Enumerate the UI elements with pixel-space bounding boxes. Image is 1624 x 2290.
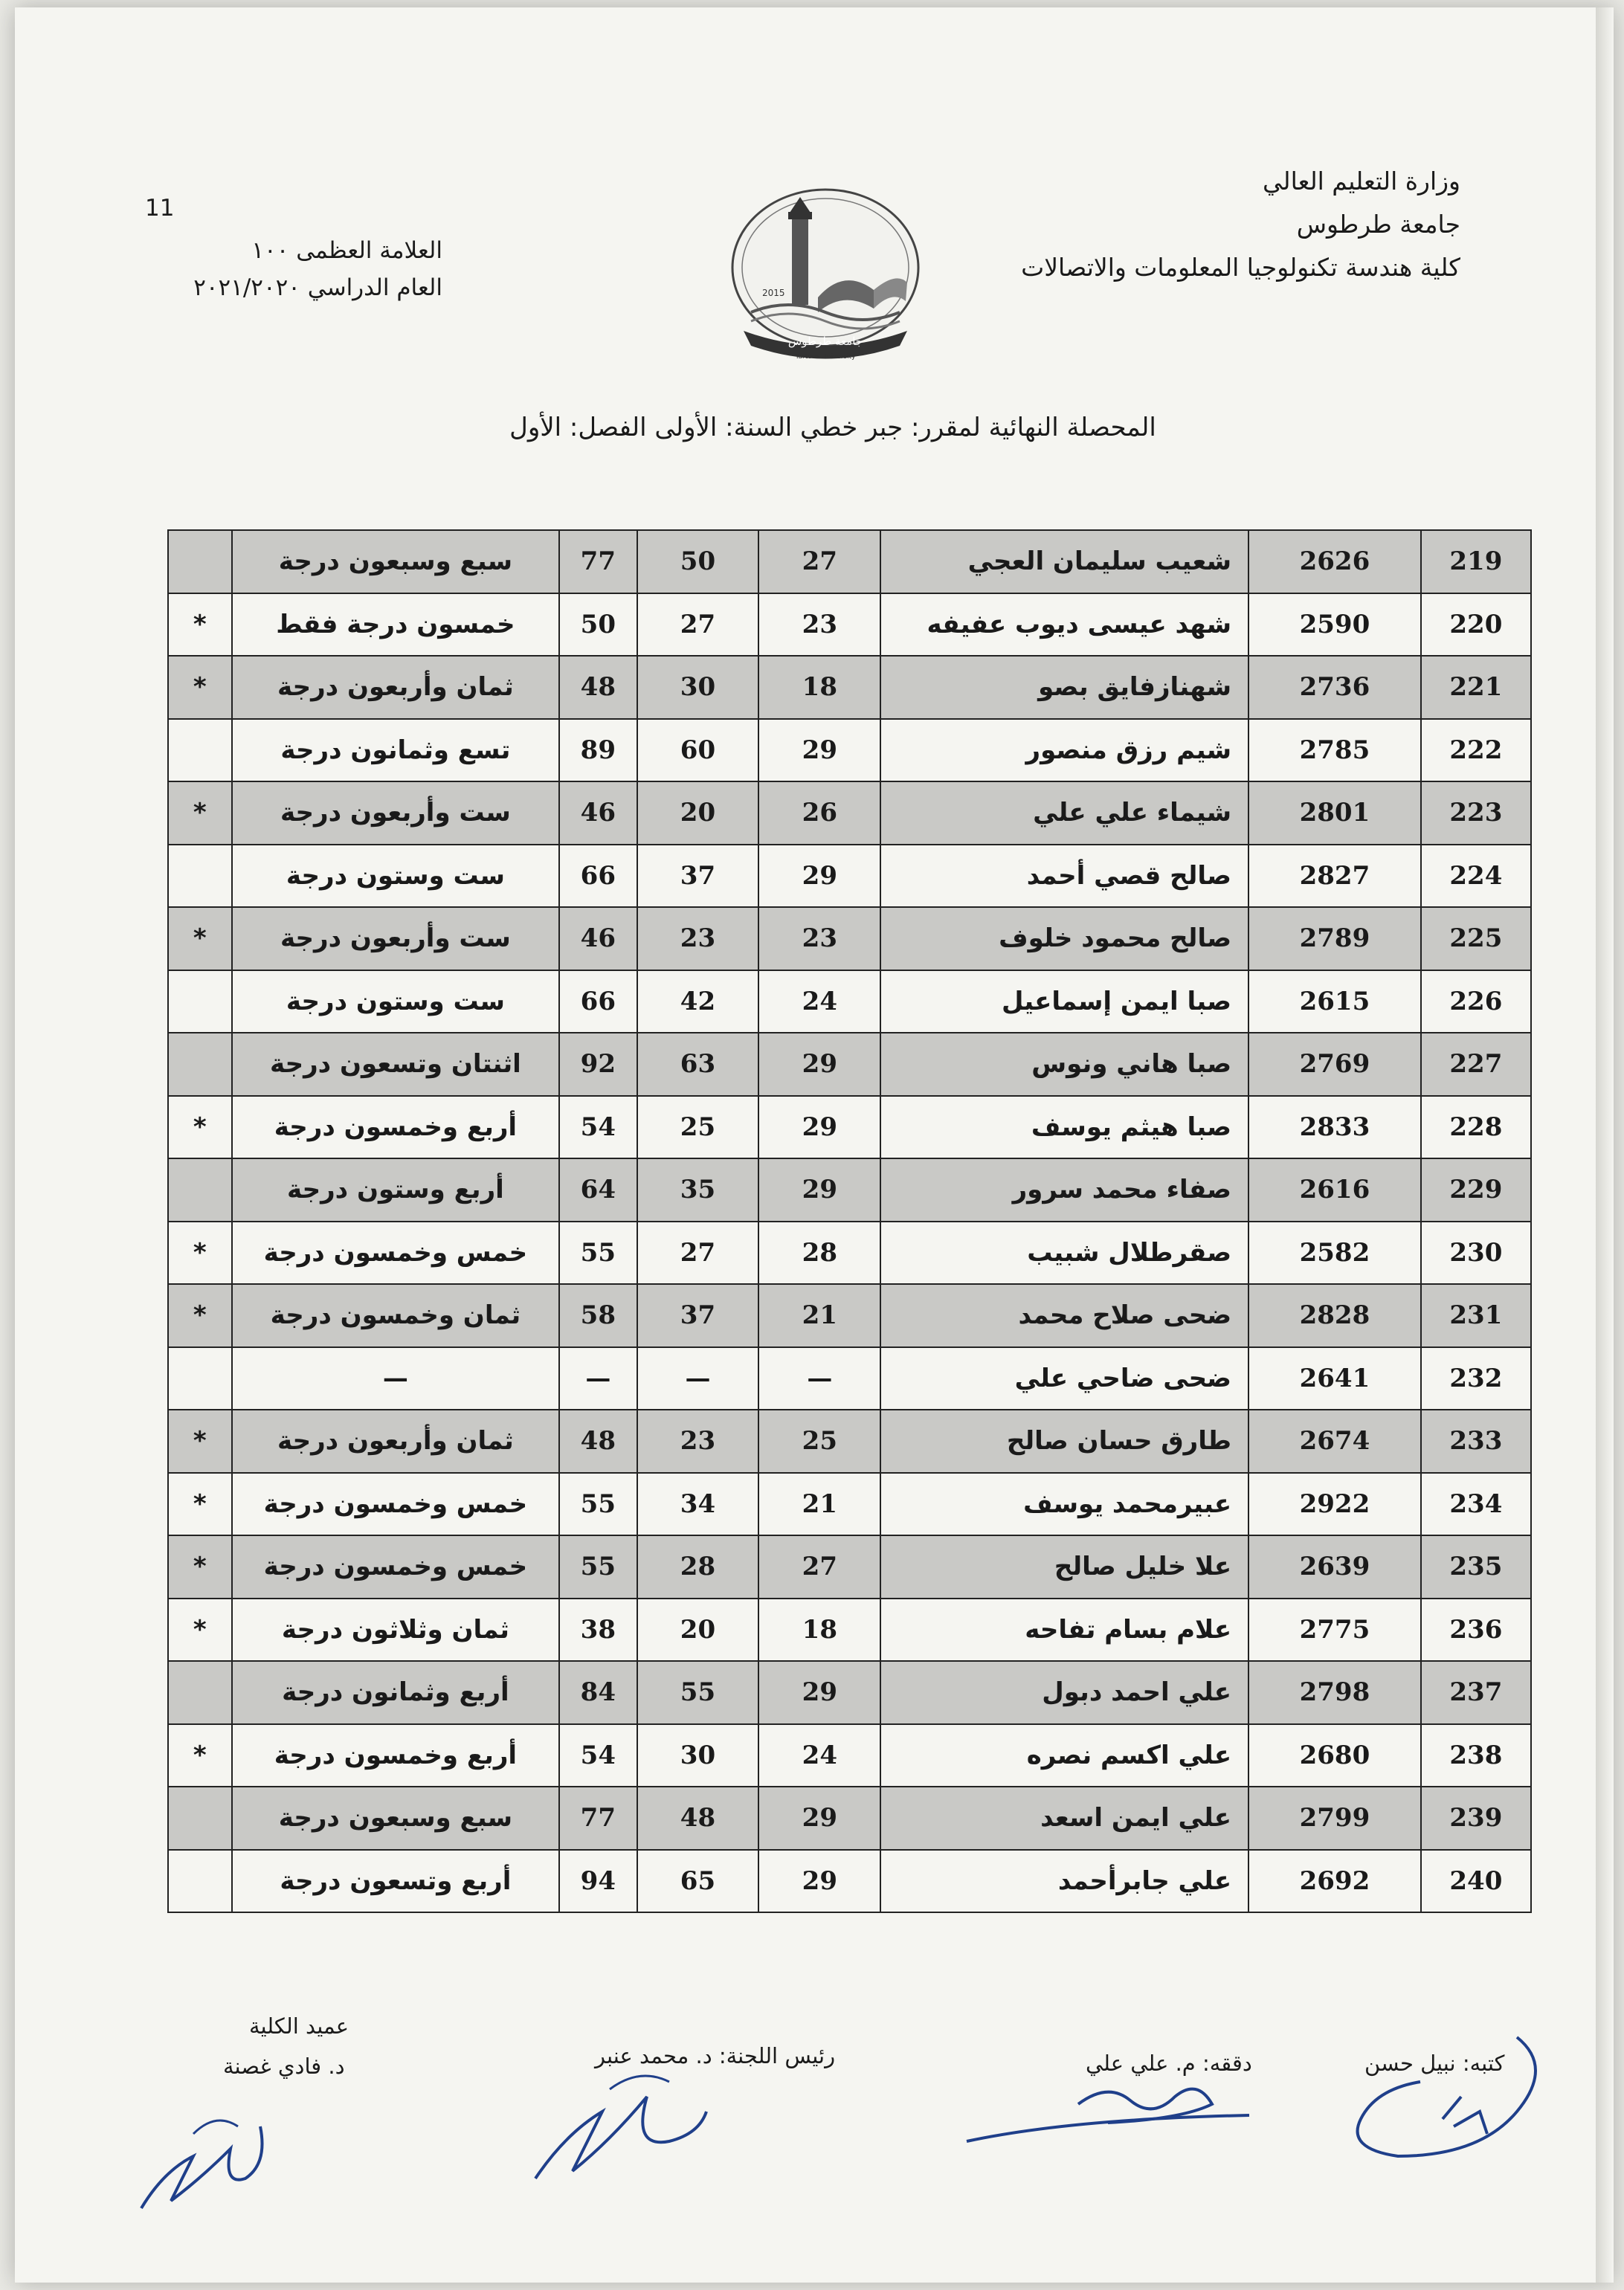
student-name: علي احمد دبول — [880, 1661, 1248, 1724]
exam-mark: 50 — [637, 530, 759, 593]
exam-mark: — — [637, 1347, 759, 1410]
status-mark — [168, 1787, 232, 1850]
row-number: 223 — [1421, 781, 1531, 845]
grades-table-body — [168, 530, 1531, 1912]
status-mark: * — [168, 1473, 232, 1536]
student-id: 2615 — [1248, 970, 1421, 1033]
student-name: شهنازفايق بصو — [880, 656, 1248, 719]
total-mark: 77 — [559, 1787, 637, 1850]
student-id: 2736 — [1248, 656, 1421, 719]
total-in-words: ثمان وأربعون درجة — [232, 656, 560, 719]
total-in-words: ست وستون درجة — [232, 970, 560, 1033]
status-mark: * — [168, 907, 232, 970]
status-mark — [168, 1850, 232, 1913]
exam-mark: 34 — [637, 1473, 759, 1536]
total-mark: 89 — [559, 719, 637, 782]
total-mark: 55 — [559, 1535, 637, 1599]
row-number: 222 — [1421, 719, 1531, 782]
status-mark — [168, 845, 232, 908]
total-in-words: سبع وسبعون درجة — [232, 530, 560, 593]
exam-mark: 20 — [637, 1599, 759, 1662]
exam-mark: 25 — [637, 1096, 759, 1159]
status-mark — [168, 1158, 232, 1222]
total-mark: 58 — [559, 1284, 637, 1347]
coursework-mark: 29 — [758, 719, 880, 782]
coursework-mark: 29 — [758, 845, 880, 908]
student-name: علام بسام تفاحه — [880, 1599, 1248, 1662]
status-mark: * — [168, 1410, 232, 1473]
university-name: جامعة طرطوس — [1296, 210, 1460, 239]
exam-mark: 27 — [637, 1222, 759, 1285]
student-id: 2769 — [1248, 1033, 1421, 1096]
row-number: 226 — [1421, 970, 1531, 1033]
status-mark: * — [168, 1284, 232, 1347]
writer-signature-label: كتبه: نبيل حسن — [1364, 2051, 1505, 2076]
status-mark — [168, 1033, 232, 1096]
total-in-words: ست وأربعون درجة — [232, 781, 560, 845]
student-name: علي اكسم نصره — [880, 1724, 1248, 1787]
dean-name: د. فادي غصنة — [223, 2054, 345, 2079]
total-in-words: أربع وستون درجة — [232, 1158, 560, 1222]
table-row — [168, 1787, 1531, 1850]
exam-mark: 30 — [637, 1724, 759, 1787]
status-mark: * — [168, 1096, 232, 1159]
coursework-mark: 27 — [758, 530, 880, 593]
table-row — [168, 719, 1531, 782]
exam-mark: 37 — [637, 845, 759, 908]
total-in-words: أربع وتسعون درجة — [232, 1850, 560, 1913]
student-name: صبا هاني ونوس — [880, 1033, 1248, 1096]
exam-mark: 48 — [637, 1787, 759, 1850]
row-number: 229 — [1421, 1158, 1531, 1222]
table-row — [168, 1222, 1531, 1285]
total-mark: 66 — [559, 970, 637, 1033]
total-mark: 54 — [559, 1096, 637, 1159]
status-mark — [168, 1661, 232, 1724]
student-name: شيم رزق منصور — [880, 719, 1248, 782]
logo-year: 2015 — [762, 288, 785, 298]
row-number: 221 — [1421, 656, 1531, 719]
coursework-mark: 25 — [758, 1410, 880, 1473]
student-name: شهد عيسى ديوب عفيفه — [880, 593, 1248, 657]
coursework-mark: 21 — [758, 1473, 880, 1536]
table-row — [168, 1850, 1531, 1913]
student-name: شعيب سليمان العجي — [880, 530, 1248, 593]
institution-header — [1021, 160, 1460, 289]
committee-head-signature — [521, 2067, 714, 2201]
exam-mark: 20 — [637, 781, 759, 845]
student-name: طارق حسان صالح — [880, 1410, 1248, 1473]
coursework-mark: 18 — [758, 1599, 880, 1662]
total-in-words: أربع وخمسون درجة — [232, 1724, 560, 1787]
exam-mark: 23 — [637, 907, 759, 970]
student-id: 2641 — [1248, 1347, 1421, 1410]
row-number: 235 — [1421, 1535, 1531, 1599]
total-in-words: تسع وثمانون درجة — [232, 719, 560, 782]
exam-mark: 55 — [637, 1661, 759, 1724]
total-in-words: سبع وسبعون درجة — [232, 1787, 560, 1850]
table-row — [168, 1410, 1531, 1473]
row-number: 233 — [1421, 1410, 1531, 1473]
student-id: 2639 — [1248, 1535, 1421, 1599]
exam-mark: 60 — [637, 719, 759, 782]
student-name: ضحى صلاح محمد — [880, 1284, 1248, 1347]
writer-signature — [1331, 2022, 1554, 2171]
exam-mark: 23 — [637, 1410, 759, 1473]
coursework-mark: 29 — [758, 1158, 880, 1222]
total-in-words: خمس وخمسون درجة — [232, 1473, 560, 1536]
total-mark: 48 — [559, 1410, 637, 1473]
row-number: 239 — [1421, 1787, 1531, 1850]
table-row — [168, 656, 1531, 719]
logo-subcaption: Tartous University — [795, 353, 856, 361]
student-name: صبا ايمن إسماعيل — [880, 970, 1248, 1033]
grades-table — [167, 529, 1532, 1913]
total-in-words: ست وستون درجة — [232, 845, 560, 908]
student-id: 2801 — [1248, 781, 1421, 845]
row-number: 219 — [1421, 530, 1531, 593]
row-number: 237 — [1421, 1661, 1531, 1724]
row-number: 231 — [1421, 1284, 1531, 1347]
coursework-mark: 21 — [758, 1284, 880, 1347]
student-id: 2590 — [1248, 593, 1421, 657]
logo-caption: جامعة طرطوس — [787, 335, 863, 348]
row-number: 227 — [1421, 1033, 1531, 1096]
student-name: شيماء علي علي — [880, 781, 1248, 845]
total-in-words: اثنتان وتسعون درجة — [232, 1033, 560, 1096]
table-row — [168, 1347, 1531, 1410]
committee-head-signature-label: رئيس اللجنة: د. محمد عنبر — [595, 2043, 836, 2068]
total-mark: 46 — [559, 907, 637, 970]
row-number: 236 — [1421, 1599, 1531, 1662]
total-mark: 64 — [559, 1158, 637, 1222]
student-id: 2798 — [1248, 1661, 1421, 1724]
coursework-mark: 29 — [758, 1096, 880, 1159]
coursework-mark: 24 — [758, 970, 880, 1033]
checker-signature-label: دققه: م. علي علي — [1086, 2051, 1252, 2076]
status-mark — [168, 719, 232, 782]
status-mark: * — [168, 1599, 232, 1662]
status-mark: * — [168, 593, 232, 657]
coursework-mark: 29 — [758, 1661, 880, 1724]
total-in-words: ست وأربعون درجة — [232, 907, 560, 970]
exam-mark: 37 — [637, 1284, 759, 1347]
exam-mark: 65 — [637, 1850, 759, 1913]
row-number: 234 — [1421, 1473, 1531, 1536]
coursework-mark: 28 — [758, 1222, 880, 1285]
page-fold-shadow — [1596, 7, 1614, 2283]
student-id: 2692 — [1248, 1850, 1421, 1913]
document-title: المحصلة النهائية لمقرر: جبر خطي السنة: الأولى الفصل: الأول — [509, 413, 1156, 442]
student-id: 2674 — [1248, 1410, 1421, 1473]
dean-title: عميد الكلية — [249, 2013, 349, 2039]
university-logo — [721, 186, 929, 372]
student-id: 2785 — [1248, 719, 1421, 782]
student-name: صبا هيثم يوسف — [880, 1096, 1248, 1159]
student-id: 2616 — [1248, 1158, 1421, 1222]
total-mark: 48 — [559, 656, 637, 719]
student-name: علي ايمن اسعد — [880, 1787, 1248, 1850]
coursework-mark: 24 — [758, 1724, 880, 1787]
total-mark: 94 — [559, 1850, 637, 1913]
coursework-mark: — — [758, 1347, 880, 1410]
table-row — [168, 907, 1531, 970]
total-in-words: خمس وخمسون درجة — [232, 1222, 560, 1285]
exam-mark: 28 — [637, 1535, 759, 1599]
coursework-mark: 29 — [758, 1850, 880, 1913]
total-in-words: أربع وخمسون درجة — [232, 1096, 560, 1159]
table-row — [168, 530, 1531, 593]
status-mark — [168, 530, 232, 593]
total-in-words: ثمان وثلاثون درجة — [232, 1599, 560, 1662]
student-name: ضحى ضاحي علي — [880, 1347, 1248, 1410]
table-row — [168, 593, 1531, 657]
student-id: 2582 — [1248, 1222, 1421, 1285]
student-name: صقرطلال شبيب — [880, 1222, 1248, 1285]
student-name: علي جابرأحمد — [880, 1850, 1248, 1913]
row-number: 228 — [1421, 1096, 1531, 1159]
coursework-mark: 26 — [758, 781, 880, 845]
student-id: 2789 — [1248, 907, 1421, 970]
table-row — [168, 1599, 1531, 1662]
total-mark: 55 — [559, 1473, 637, 1536]
total-mark: 77 — [559, 530, 637, 593]
ministry-name: وزارة التعليم العالي — [1263, 167, 1460, 196]
row-number: 232 — [1421, 1347, 1531, 1410]
exam-mark: 63 — [637, 1033, 759, 1096]
exam-info-header — [145, 232, 442, 306]
student-name: صالح قصي أحمد — [880, 845, 1248, 908]
student-name: صالح محمود خلوف — [880, 907, 1248, 970]
student-name: صفاء محمد سرور — [880, 1158, 1248, 1222]
student-name: عبيرمحمد يوسف — [880, 1473, 1248, 1536]
academic-year: العام الدراسي ٢٠٢١/٢٠٢٠ — [193, 274, 442, 301]
table-row — [168, 845, 1531, 908]
row-number: 220 — [1421, 593, 1531, 657]
student-id: 2833 — [1248, 1096, 1421, 1159]
max-mark: العلامة العظمى ١٠٠ — [251, 237, 442, 264]
total-mark: 84 — [559, 1661, 637, 1724]
student-id: 2799 — [1248, 1787, 1421, 1850]
row-number: 225 — [1421, 907, 1531, 970]
total-mark: 38 — [559, 1599, 637, 1662]
dean-signature — [126, 2082, 275, 2223]
faculty-name: كلية هندسة تكنولوجيا المعلومات والاتصالات — [1021, 253, 1460, 282]
total-mark: 92 — [559, 1033, 637, 1096]
table-row — [168, 1661, 1531, 1724]
total-mark: 50 — [559, 593, 637, 657]
table-row — [168, 1473, 1531, 1536]
status-mark: * — [168, 656, 232, 719]
student-id: 2680 — [1248, 1724, 1421, 1787]
table-row — [168, 1284, 1531, 1347]
exam-mark: 42 — [637, 970, 759, 1033]
total-in-words: ثمان وأربعون درجة — [232, 1410, 560, 1473]
status-mark: * — [168, 1724, 232, 1787]
student-id: 2827 — [1248, 845, 1421, 908]
exam-mark: 30 — [637, 656, 759, 719]
total-mark: 46 — [559, 781, 637, 845]
student-name: علا خليل صالح — [880, 1535, 1248, 1599]
coursework-mark: 29 — [758, 1787, 880, 1850]
status-mark: * — [168, 781, 232, 845]
total-mark: 66 — [559, 845, 637, 908]
student-id: 2828 — [1248, 1284, 1421, 1347]
row-number: 240 — [1421, 1850, 1531, 1913]
row-number: 238 — [1421, 1724, 1531, 1787]
page-number: 11 — [145, 195, 175, 222]
total-in-words: ثمان وخمسون درجة — [232, 1284, 560, 1347]
student-id: 2922 — [1248, 1473, 1421, 1536]
total-mark: 55 — [559, 1222, 637, 1285]
table-row — [168, 1096, 1531, 1159]
status-mark: * — [168, 1535, 232, 1599]
status-mark — [168, 970, 232, 1033]
total-mark: — — [559, 1347, 637, 1410]
exam-mark: 27 — [637, 593, 759, 657]
table-row — [168, 970, 1531, 1033]
total-in-words: خمسون درجة فقط — [232, 593, 560, 657]
table-row — [168, 781, 1531, 845]
row-number: 224 — [1421, 845, 1531, 908]
total-in-words: — — [232, 1347, 560, 1410]
total-in-words: أربع وثمانون درجة — [232, 1661, 560, 1724]
total-mark: 54 — [559, 1724, 637, 1787]
table-row — [168, 1535, 1531, 1599]
student-id: 2626 — [1248, 530, 1421, 593]
coursework-mark: 29 — [758, 1033, 880, 1096]
checker-signature — [959, 2067, 1272, 2156]
total-in-words: خمس وخمسون درجة — [232, 1535, 560, 1599]
table-row — [168, 1724, 1531, 1787]
coursework-mark: 27 — [758, 1535, 880, 1599]
status-mark — [168, 1347, 232, 1410]
exam-mark: 35 — [637, 1158, 759, 1222]
row-number: 230 — [1421, 1222, 1531, 1285]
coursework-mark: 23 — [758, 593, 880, 657]
table-row — [168, 1158, 1531, 1222]
coursework-mark: 23 — [758, 907, 880, 970]
coursework-mark: 18 — [758, 656, 880, 719]
student-id: 2775 — [1248, 1599, 1421, 1662]
table-row — [168, 1033, 1531, 1096]
status-mark: * — [168, 1222, 232, 1285]
